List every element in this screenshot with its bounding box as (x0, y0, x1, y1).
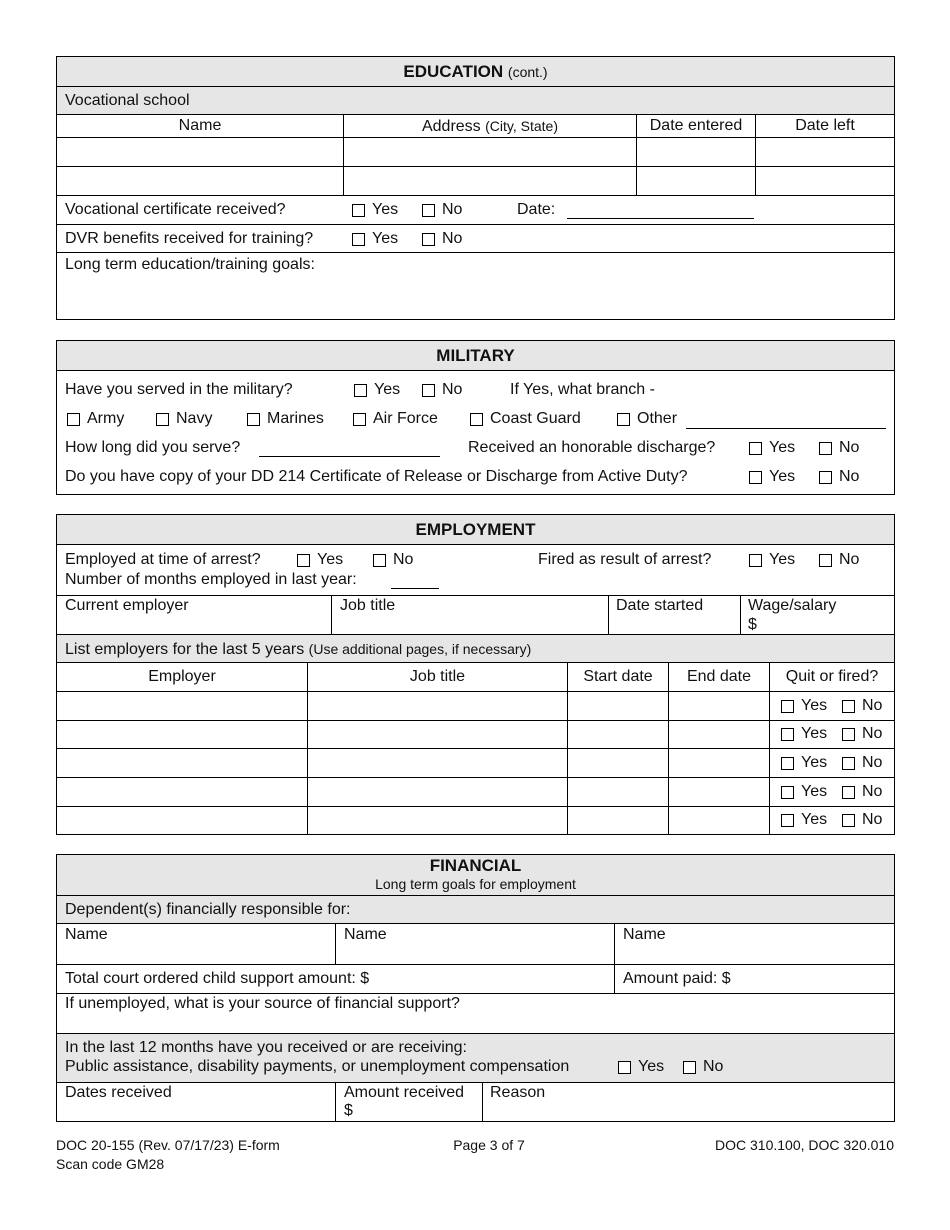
current-job-title-label: Job title (340, 597, 396, 614)
financial-source-question: If unemployed, what is your source of financial support? (65, 995, 460, 1012)
financial-header (57, 855, 894, 895)
col-start-date-label: Start date (583, 668, 653, 685)
certificate-row (57, 195, 894, 224)
quit-yes-checkbox[interactable] (781, 757, 794, 770)
months-field[interactable] (391, 588, 439, 589)
financial-source-row[interactable] (57, 993, 894, 1033)
military-header (57, 341, 894, 370)
branch-air-force-label: Air Force (373, 410, 438, 427)
quit-yes-checkbox[interactable] (781, 700, 794, 713)
branch-other-label: Other (637, 410, 678, 427)
employed-no-checkbox[interactable] (373, 554, 386, 567)
assistance-details-row[interactable] (57, 1082, 894, 1121)
certificate-no-checkbox[interactable] (422, 204, 435, 217)
quit-yes-checkbox[interactable] (781, 814, 794, 827)
dates-received-label: Dates received (65, 1084, 172, 1101)
branch-army-label: Army (87, 410, 125, 427)
quit-no-label: No (862, 697, 883, 714)
quit-yes-label: Yes (801, 811, 828, 828)
footer-scan-code: Scan code GM28 (56, 1156, 165, 1172)
dvr-yes-label: Yes (372, 230, 399, 247)
branch-coast-guard-label: Coast Guard (490, 410, 581, 427)
education-title-suffix: (cont.) (507, 64, 548, 80)
certificate-question: Vocational certificate received? (65, 201, 286, 218)
fired-yes-checkbox[interactable] (749, 554, 762, 567)
quit-yes-label: Yes (801, 754, 828, 771)
how-long-question: How long did you serve? (65, 439, 241, 456)
quit-no-checkbox[interactable] (842, 757, 855, 770)
honorable-no-label: No (839, 439, 860, 456)
current-employer-label: Current employer (65, 597, 189, 614)
branch-prompt: If Yes, what branch - (510, 381, 655, 398)
vocational-entry-row[interactable] (57, 137, 894, 166)
amount-received-dollar: $ (344, 1102, 353, 1119)
fired-yes-label: Yes (769, 551, 796, 568)
honorable-yes-label: Yes (769, 439, 796, 456)
honorable-yes-checkbox[interactable] (749, 442, 762, 455)
branch-air-force-checkbox[interactable] (353, 413, 366, 426)
financial-section (56, 854, 895, 1122)
dd214-yes-label: Yes (769, 468, 796, 485)
col-quit-label: Quit or fired? (785, 668, 879, 685)
dvr-no-label: No (442, 230, 463, 247)
quit-no-checkbox[interactable] (842, 728, 855, 741)
reason-label: Reason (490, 1084, 546, 1101)
dvr-yes-checkbox[interactable] (352, 233, 365, 246)
assistance-row (57, 1033, 894, 1082)
employers-columns-row (57, 662, 894, 691)
certificate-no-label: No (442, 201, 463, 218)
military-body (57, 370, 894, 494)
vocational-entry-row[interactable] (57, 166, 894, 195)
footer-form-id: DOC 20-155 (Rev. 07/17/23) E-form (56, 1137, 280, 1153)
assistance-line-1: In the last 12 months have you received or are receiving: (65, 1039, 467, 1056)
vocational-school-row (57, 86, 894, 114)
education-goals-label: Long term education/training goals: (65, 256, 315, 273)
child-support-row[interactable] (57, 964, 894, 993)
financial-title: FINANCIAL (429, 856, 522, 875)
quit-yes-label: Yes (801, 783, 828, 800)
months-question: Number of months employed in last year: (65, 571, 357, 588)
quit-no-label: No (862, 754, 883, 771)
quit-yes-checkbox[interactable] (781, 728, 794, 741)
education-header (57, 57, 894, 86)
quit-no-label: No (862, 811, 883, 828)
col-employer-label: Employer (148, 668, 216, 685)
served-no-label: No (442, 381, 463, 398)
child-support-label: Total court ordered child support amount: $ (65, 970, 370, 987)
dependent-name-2-label: Name (344, 926, 387, 943)
col-address-label: Address (City, State) (421, 118, 559, 135)
dependent-name-3-label: Name (623, 926, 666, 943)
dvr-row (57, 224, 894, 252)
education-title: EDUCATION (403, 62, 504, 81)
served-no-checkbox[interactable] (422, 384, 435, 397)
fired-question: Fired as result of arrest? (538, 551, 712, 568)
col-name-label: Name (178, 117, 222, 134)
military-title: MILITARY (436, 346, 515, 365)
assistance-line-2: Public assistance, disability payments, or unemployment compensation (65, 1058, 570, 1075)
assistance-no-checkbox[interactable] (683, 1061, 696, 1074)
assistance-yes-label: Yes (638, 1058, 665, 1075)
branch-other-field[interactable] (686, 428, 886, 429)
vocational-columns-row (57, 114, 894, 137)
branch-army-checkbox[interactable] (67, 413, 80, 426)
employers-list-header (57, 634, 894, 662)
certificate-yes-checkbox[interactable] (352, 204, 365, 217)
branch-marines-checkbox[interactable] (247, 413, 260, 426)
amount-received-label: Amount received (344, 1084, 465, 1101)
dependents-row (57, 895, 894, 923)
education-section (56, 56, 895, 320)
current-employer-row (57, 595, 894, 634)
footer-references: DOC 310.100, DOC 320.010 (715, 1137, 894, 1153)
served-question: Have you served in the military? (65, 381, 293, 398)
branch-other-checkbox[interactable] (617, 413, 630, 426)
honorable-question: Received an honorable discharge? (468, 439, 716, 456)
dependents-names-row[interactable] (57, 923, 894, 964)
col-date-left-label: Date left (795, 117, 855, 134)
quit-no-label: No (862, 783, 883, 800)
employment-title: EMPLOYMENT (415, 520, 536, 539)
employers-list-label: List employers for the last 5 years (Use additional pages, if necessary) (65, 641, 532, 658)
vocational-school-label: Vocational school (65, 92, 190, 109)
employer-entry-row[interactable] (57, 806, 894, 834)
quit-no-checkbox[interactable] (842, 700, 855, 713)
dd214-yes-checkbox[interactable] (749, 471, 762, 484)
amount-paid-label: Amount paid: $ (623, 970, 731, 987)
served-yes-label: Yes (374, 381, 401, 398)
wage-dollar: $ (748, 616, 757, 633)
employer-entry-row[interactable] (57, 777, 894, 806)
employed-yes-checkbox[interactable] (297, 554, 310, 567)
branch-marines-label: Marines (267, 410, 324, 427)
quit-yes-label: Yes (801, 725, 828, 742)
dvr-no-checkbox[interactable] (422, 233, 435, 246)
employed-question: Employed at time of arrest? (65, 551, 261, 568)
col-end-date-label: End date (686, 668, 752, 685)
fired-no-checkbox[interactable] (819, 554, 832, 567)
col-date-entered-label: Date entered (649, 117, 743, 134)
honorable-no-checkbox[interactable] (819, 442, 832, 455)
certificate-date-label: Date: (517, 201, 556, 218)
employed-row (57, 544, 894, 595)
assistance-yes-checkbox[interactable] (618, 1061, 631, 1074)
financial-subtitle: Long term goals for employment (375, 876, 576, 892)
dependent-name-1-label: Name (65, 926, 108, 943)
quit-no-label: No (862, 725, 883, 742)
employment-section (56, 514, 895, 835)
served-yes-checkbox[interactable] (354, 384, 367, 397)
footer-page-number: Page 3 of 7 (453, 1137, 525, 1153)
how-long-field[interactable] (259, 456, 440, 457)
employment-header (57, 515, 894, 544)
quit-yes-label: Yes (801, 697, 828, 714)
quit-yes-checkbox[interactable] (781, 786, 794, 799)
employer-entry-row[interactable] (57, 720, 894, 748)
col-job-title-label: Job title (409, 668, 466, 685)
certificate-date-field[interactable] (567, 218, 754, 219)
dd214-question: Do you have copy of your DD 214 Certificate of Release or Discharge from Active Duty? (65, 468, 688, 485)
employer-entry-row[interactable] (57, 748, 894, 777)
quit-no-checkbox[interactable] (842, 786, 855, 799)
date-started-label: Date started (616, 597, 704, 614)
quit-no-checkbox[interactable] (842, 814, 855, 827)
dvr-question: DVR benefits received for training? (65, 230, 314, 247)
branch-navy-checkbox[interactable] (156, 413, 169, 426)
employed-yes-label: Yes (317, 551, 344, 568)
certificate-yes-label: Yes (372, 201, 399, 218)
education-goals-row[interactable] (57, 252, 894, 319)
assistance-no-label: No (703, 1058, 724, 1075)
military-section (56, 340, 895, 495)
wage-label: Wage/salary (748, 597, 837, 614)
fired-no-label: No (839, 551, 860, 568)
branch-navy-label: Navy (176, 410, 213, 427)
dd214-no-label: No (839, 468, 860, 485)
employer-entry-row[interactable] (57, 691, 894, 720)
dependents-label: Dependent(s) financially responsible for: (65, 901, 351, 918)
dd214-no-checkbox[interactable] (819, 471, 832, 484)
branch-coast-guard-checkbox[interactable] (470, 413, 483, 426)
employed-no-label: No (393, 551, 414, 568)
